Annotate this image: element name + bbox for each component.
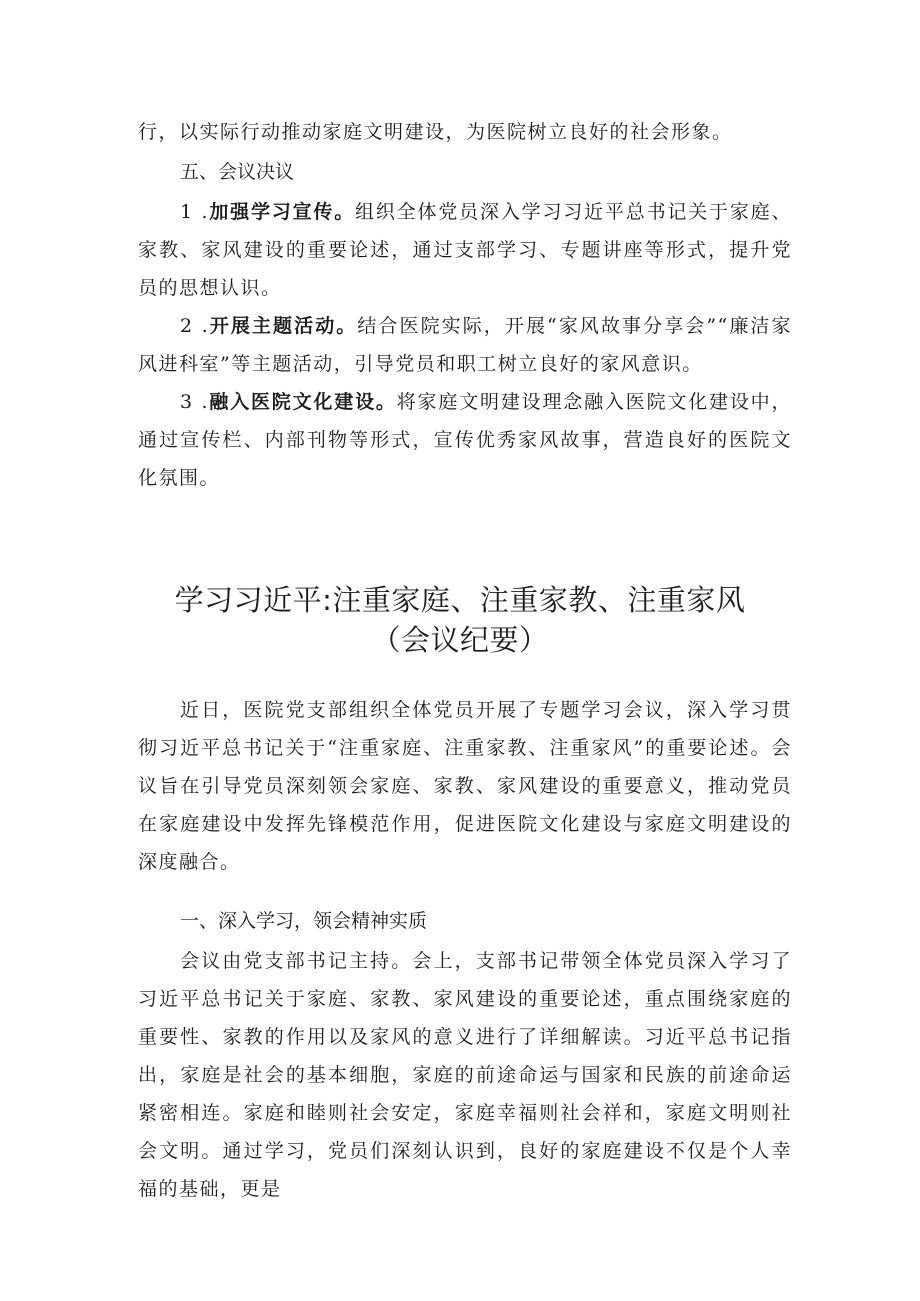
document-subtitle: （会议纪要） xyxy=(371,623,549,657)
resolution-3-title: 融入医院文化建设。 xyxy=(209,391,397,413)
resolution-2 xyxy=(138,307,792,383)
resolution-3-number: 3 . xyxy=(180,391,209,413)
section-1-heading: 一、深入学习，领会精神实质 xyxy=(180,910,428,932)
intro-paragraph: 近日，医院党支部组织全体党员开展了专题学习会议，深入学习贯彻习近平总书记关于“注重家庭、注重家教、注重家风”的重要论述。会议旨在引导党员深刻领会家庭、家教、家风建设的重要意义，推动党员在家庭建设中发挥先锋模范作用，促进医院文化建设与家庭文明建设的深度融合。 xyxy=(138,699,792,873)
resolution-1-title: 加强学习宣传。 xyxy=(209,201,356,223)
resolution-2-text: 结合医院实际，开展“家风故事分享会”“廉洁家风进科室”等主题活动，引导党员和职工树立良好的家风意识。 xyxy=(138,315,792,375)
resolution-2-title: 开展主题活动。 xyxy=(209,315,358,337)
continuation-paragraph: 行，以实际行动推动家庭文明建设，为医院树立良好的社会形象。 xyxy=(138,121,733,143)
resolution-3-text: 将家庭文明建设理念融入医院文化建设中，通过宣传栏、内部刊物等形式，宣传优秀家风故事，营造良好的医院文化氛围。 xyxy=(138,391,792,489)
section-5-heading: 五、会议决议 xyxy=(180,161,295,183)
resolution-1 xyxy=(138,193,792,307)
resolution-3 xyxy=(138,383,792,497)
resolution-1-number: 1 . xyxy=(180,201,209,223)
section-1-body: 会议由党支部书记主持。会上，支部书记带领全体党员深入学习了习近平总书记关于家庭、家教、家风建设的重要论述，重点围绕家庭的重要性、家教的作用以及家风的意义进行了详细解读。习近平总书记指出，家庭是社会的基本细胞，家庭的前途命运与国家和民族的前途命运紧密相连。家庭和睦则社会安定，家庭幸福则社会祥和，家庭文明则社会文明。通过学习，党员们深刻认识到，良好的家庭建设不仅是个人幸福的基础，更是 xyxy=(138,950,792,1200)
resolution-2-number: 2 . xyxy=(180,315,210,337)
document-title: 学习习近平:注重家庭、注重家教、注重家风 xyxy=(174,583,746,617)
resolution-1-text: 组织全体党员深入学习习近平总书记关于家庭、家教、家风建设的重要论述，通过支部学习、专题讲座等形式，提升党员的思想认识。 xyxy=(138,201,792,299)
